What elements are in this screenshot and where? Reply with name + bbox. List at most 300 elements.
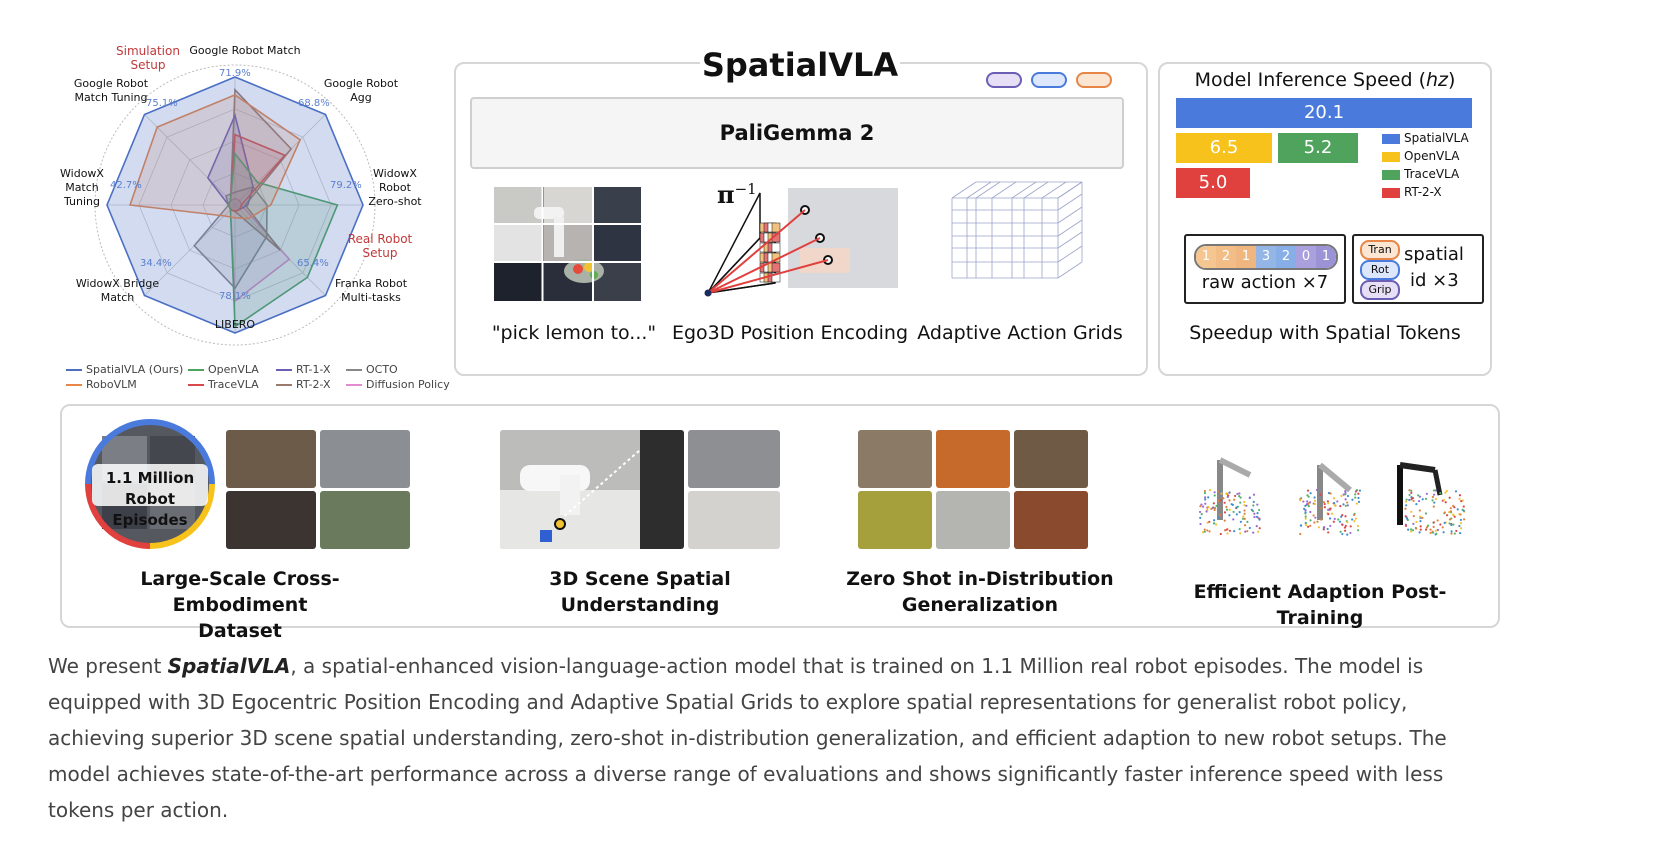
point-cloud-dot xyxy=(1433,501,1435,503)
point-cloud-dot xyxy=(1351,499,1353,501)
point-cloud-dot xyxy=(1314,517,1316,519)
point-cloud-dot xyxy=(1435,533,1437,535)
point-cloud-dot xyxy=(1357,493,1359,495)
point-cloud-dot xyxy=(1327,500,1329,502)
point-cloud-dot xyxy=(1448,522,1450,524)
point-cloud-dot xyxy=(1316,489,1318,491)
zeroshot-photo xyxy=(858,491,932,549)
point-cloud-dot xyxy=(1231,503,1233,505)
point-cloud-dot xyxy=(1204,528,1206,530)
point-cloud-dot xyxy=(1224,511,1226,513)
point-cloud-dot xyxy=(1251,509,1253,511)
point-cloud-dot xyxy=(1239,532,1241,534)
point-cloud-dot xyxy=(1429,529,1431,531)
point-cloud-dot xyxy=(1432,532,1434,534)
ego-grid-cell xyxy=(772,263,780,272)
point-cloud-dot xyxy=(1242,515,1244,517)
point-cloud-dot xyxy=(1205,510,1207,512)
point-cloud-dot xyxy=(1439,492,1441,494)
point-cloud-dot xyxy=(1410,530,1412,532)
grid-line xyxy=(1058,220,1082,236)
point-cloud-dot xyxy=(1309,519,1311,521)
point-cloud-dot xyxy=(1420,529,1422,531)
grid-line xyxy=(1058,207,1082,223)
point-cloud-dot xyxy=(1444,522,1446,524)
grid-line xyxy=(952,182,976,198)
point-cloud-dot xyxy=(1229,509,1231,511)
point-cloud-dot xyxy=(1327,502,1329,504)
spatial-token-tran: Tran xyxy=(1360,240,1400,260)
speed-bar-rt2x: 5.0 xyxy=(1176,168,1250,198)
point-cloud-dot xyxy=(1319,494,1321,496)
point-cloud-dot xyxy=(1430,532,1432,534)
point-cloud-dot xyxy=(1253,494,1255,496)
point-cloud-dot xyxy=(1419,516,1421,518)
point-cloud-dot xyxy=(1320,519,1322,521)
point-cloud-dot xyxy=(1305,515,1307,517)
point-cloud-dot xyxy=(1449,518,1451,520)
grid-line xyxy=(1024,182,1048,198)
point-cloud-dot xyxy=(1355,518,1357,520)
point-cloud-dot xyxy=(1426,493,1428,495)
point-cloud-dot xyxy=(1309,525,1311,527)
radar-axis-label-0: Google Robot Match xyxy=(189,44,301,57)
speed-bar-openvla: 6.5 xyxy=(1176,133,1272,163)
point-cloud-dot xyxy=(1217,500,1219,502)
point-cloud-dot xyxy=(1408,499,1410,501)
point-cloud-dot xyxy=(1412,523,1414,525)
radar-value-4: 78.1% xyxy=(219,291,251,302)
speedup-caption: Speedup with Spatial Tokens xyxy=(1189,322,1461,344)
point-cloud-dot xyxy=(1457,508,1459,510)
point-cloud-dot xyxy=(1344,515,1346,517)
legend-rt2x: RT-2-X xyxy=(276,378,330,391)
point-cloud-dot xyxy=(1415,521,1417,523)
point-cloud-dot xyxy=(1334,504,1336,506)
point-cloud-dot xyxy=(1204,498,1206,500)
point-cloud-dot xyxy=(1347,504,1349,506)
point-cloud-dot xyxy=(1244,524,1246,526)
legend-openvla: OpenVLA xyxy=(188,363,259,376)
point-cloud-dot xyxy=(1240,496,1242,498)
point-cloud-dot xyxy=(1463,505,1465,507)
point-cloud-dot xyxy=(1212,506,1214,508)
point-cloud-dot xyxy=(1252,532,1254,534)
point-cloud-dot xyxy=(1217,517,1219,519)
point-cloud-dot xyxy=(1412,500,1414,502)
point-cloud-dot xyxy=(1199,517,1201,519)
point-cloud-dot xyxy=(1353,520,1355,522)
point-cloud-dot xyxy=(1431,499,1433,501)
point-cloud-dot xyxy=(1415,527,1417,529)
point-cloud-dot xyxy=(1452,513,1454,515)
point-cloud-dot xyxy=(1329,517,1331,519)
point-cloud-dot xyxy=(1419,496,1421,498)
point-cloud-dot xyxy=(1253,501,1255,503)
point-cloud-dot xyxy=(1450,524,1452,526)
point-cloud-dot xyxy=(1419,520,1421,522)
point-cloud-dot xyxy=(1415,503,1417,505)
point-cloud-dot xyxy=(1340,495,1342,497)
point-cloud-dot xyxy=(1350,525,1352,527)
point-cloud-dot xyxy=(1442,526,1444,528)
instruction-image-grid xyxy=(494,187,641,301)
point-cloud-dot xyxy=(1405,525,1407,527)
point-cloud-dot xyxy=(1206,529,1208,531)
radar-axis-label-7: Google Robot Match Tuning xyxy=(73,77,149,104)
point-cloud-dot xyxy=(1323,526,1325,528)
architecture-title: SpatialVLA xyxy=(700,43,900,87)
point-cloud-dot xyxy=(1307,526,1309,528)
point-cloud-dot xyxy=(1344,490,1346,492)
point-cloud-dot xyxy=(1437,529,1439,531)
radar-value-5: 34.4% xyxy=(140,258,172,269)
legend-tracevla: TraceVLA xyxy=(188,378,259,391)
point-cloud-dot xyxy=(1406,518,1408,520)
point-cloud-dot xyxy=(1239,502,1241,504)
point-cloud-dot xyxy=(1204,496,1206,498)
point-cloud-dot xyxy=(1357,525,1359,527)
point-cloud-dot xyxy=(1450,530,1452,532)
point-cloud-dot xyxy=(1405,501,1407,503)
point-cloud-dot xyxy=(1207,522,1209,524)
point-cloud-dot xyxy=(1425,512,1427,514)
point-cloud-dot xyxy=(1404,508,1406,510)
grid-line xyxy=(992,182,1016,198)
point-cloud-dot xyxy=(1222,497,1224,499)
point-cloud-dot xyxy=(1459,494,1461,496)
point-cloud-dot xyxy=(1349,532,1351,534)
point-cloud-dot xyxy=(1214,491,1216,493)
speed-bar-spatialvla: 20.1 xyxy=(1176,98,1472,128)
spatial-label-1: spatial xyxy=(1404,244,1464,265)
point-cloud-dot xyxy=(1432,496,1434,498)
point-cloud-dot xyxy=(1418,500,1420,502)
point-cloud-dot xyxy=(1310,492,1312,494)
radar-value-7: 75.1% xyxy=(146,98,178,109)
point-cloud-dot xyxy=(1229,530,1231,532)
caption-zero-shot: Zero Shot in-Distribution Generalization xyxy=(846,568,1114,616)
point-cloud-dot xyxy=(1213,519,1215,521)
dataset-photo xyxy=(226,430,316,488)
point-cloud-dot xyxy=(1439,523,1441,525)
point-cloud-dot xyxy=(1455,530,1457,532)
point-cloud-dot xyxy=(1199,523,1201,525)
point-cloud-dot xyxy=(1410,490,1412,492)
point-cloud-dot xyxy=(1228,492,1230,494)
grid-line xyxy=(1058,262,1082,278)
point-cloud-dot xyxy=(1345,525,1347,527)
point-cloud-dot xyxy=(1314,500,1316,502)
speed-legend-tracevla: TraceVLA xyxy=(1382,167,1459,181)
radar-value-6: 42.7% xyxy=(110,180,142,191)
point-cloud-dot xyxy=(1433,489,1435,491)
point-cloud-dot xyxy=(1209,489,1211,491)
point-cloud-dot xyxy=(1450,532,1452,534)
point-cloud-dot xyxy=(1327,509,1329,511)
spatial-token-grip: Grip xyxy=(1360,280,1400,300)
point-cloud-dot xyxy=(1460,522,1462,524)
ego-grid-cell xyxy=(772,243,780,252)
raw-token: 0 xyxy=(1296,246,1316,268)
point-cloud-dot xyxy=(1455,490,1457,492)
legend-octo: OCTO xyxy=(346,363,398,376)
point-cloud-dot xyxy=(1445,501,1447,503)
point-cloud-dot xyxy=(1327,528,1329,530)
point-cloud-dot xyxy=(1433,506,1435,508)
point-cloud-dot xyxy=(1207,496,1209,498)
point-cloud-dot xyxy=(1204,531,1206,533)
point-cloud-dot xyxy=(1259,527,1261,529)
grid-line xyxy=(1058,194,1082,210)
point-cloud-dot xyxy=(1327,513,1329,515)
dataset-badge-label: 1.1 Million Robot Episodes xyxy=(105,469,195,529)
point-cloud-dot xyxy=(1405,504,1407,506)
point-cloud-dot xyxy=(1236,513,1238,515)
zeroshot-photo xyxy=(858,430,932,488)
adaptive-grid-diagram xyxy=(942,178,1092,298)
point-cloud-dot xyxy=(1328,492,1330,494)
point-cloud-dot xyxy=(1460,500,1462,502)
legend-spatialvla: SpatialVLA (Ours) xyxy=(66,363,183,376)
adaptive-grid-caption: Adaptive Action Grids xyxy=(917,322,1123,344)
point-cloud-dot xyxy=(1228,514,1230,516)
point-cloud-dot xyxy=(1220,499,1222,501)
point-cloud-dot xyxy=(1309,511,1311,513)
point-cloud-dot xyxy=(1242,518,1244,520)
point-cloud-dot xyxy=(1353,514,1355,516)
point-cloud-dot xyxy=(1425,529,1427,531)
point-cloud-dot xyxy=(1220,533,1222,535)
point-cloud-dot xyxy=(1225,506,1227,508)
point-cloud-dot xyxy=(1422,498,1424,500)
scene-photo xyxy=(688,430,780,488)
point-cloud-dot xyxy=(1239,528,1241,530)
radar-axis-label-6: WidowX Match Tuning xyxy=(60,167,104,208)
raw-token: 3 xyxy=(1256,246,1276,268)
grid-line xyxy=(1042,182,1066,198)
raw-token: 1 xyxy=(1236,246,1256,268)
radar-axis-label-1: Google Robot Agg xyxy=(323,77,399,104)
point-cloud-dot xyxy=(1240,521,1242,523)
point-cloud-dot xyxy=(1412,529,1414,531)
point-cloud-dot xyxy=(1307,489,1309,491)
point-cloud-dot xyxy=(1458,525,1460,527)
scene-photo-main xyxy=(500,430,684,549)
zeroshot-photo xyxy=(1014,430,1088,488)
point-cloud-dot xyxy=(1331,513,1333,515)
point-cloud-dot xyxy=(1421,517,1423,519)
raw-action-tokens xyxy=(1194,244,1338,270)
radar-value-1: 68.8% xyxy=(298,98,330,109)
point-cloud-dot xyxy=(1341,533,1343,535)
point-cloud-dot xyxy=(1425,498,1427,500)
point-cloud-dot xyxy=(1444,492,1446,494)
point-cloud-dot xyxy=(1433,521,1435,523)
ego-grid-cell xyxy=(772,223,780,232)
point-cloud-dot xyxy=(1243,509,1245,511)
legend-robovlm: RoboVLM xyxy=(66,378,137,391)
point-cloud-dot xyxy=(1333,502,1335,504)
point-cloud-dot xyxy=(1253,513,1255,515)
point-cloud-dot xyxy=(1357,529,1359,531)
dataset-photo xyxy=(320,430,410,488)
point-cloud-dot xyxy=(1340,516,1342,518)
raw-token: 2 xyxy=(1276,246,1296,268)
point-cloud-dot xyxy=(1207,506,1209,508)
point-cloud-dot xyxy=(1225,492,1227,494)
point-cloud-dot xyxy=(1446,514,1448,516)
point-cloud-dot xyxy=(1256,512,1258,514)
point-cloud-dot xyxy=(1433,494,1435,496)
point-cloud-dot xyxy=(1227,496,1229,498)
point-cloud-dot xyxy=(1354,493,1356,495)
point-cloud-dot xyxy=(1249,497,1251,499)
spatial-token-rot: Rot xyxy=(1360,260,1400,280)
point-cloud-dot xyxy=(1313,514,1315,516)
point-cloud-dot xyxy=(1215,505,1217,507)
point-cloud-dot xyxy=(1459,532,1461,534)
point-cloud-dot xyxy=(1341,524,1343,526)
point-cloud-dot xyxy=(1219,514,1221,516)
point-cloud-dot xyxy=(1337,518,1339,520)
radar-axis-label-2: WidowX Robot Zero-shot xyxy=(368,167,422,208)
point-cloud-dot xyxy=(1320,507,1322,509)
point-cloud-dot xyxy=(1340,531,1342,533)
point-cloud-dot xyxy=(1329,525,1331,527)
point-cloud-dot xyxy=(1345,498,1347,500)
point-cloud-dot xyxy=(1355,490,1357,492)
point-cloud-dot xyxy=(1356,503,1358,505)
point-cloud-dot xyxy=(1252,504,1254,506)
point-cloud-dot xyxy=(1327,531,1329,533)
point-cloud-dot xyxy=(1333,521,1335,523)
point-cloud-dot xyxy=(1346,521,1348,523)
point-cloud-dot xyxy=(1238,492,1240,494)
point-cloud-dot xyxy=(1344,493,1346,495)
point-cloud-dot xyxy=(1199,511,1201,513)
point-cloud-dot xyxy=(1345,505,1347,507)
zeroshot-photo xyxy=(936,491,1010,549)
point-cloud-dot xyxy=(1246,530,1248,532)
point-cloud-dot xyxy=(1249,527,1251,529)
point-cloud-dot xyxy=(1233,511,1235,513)
point-cloud-dot xyxy=(1324,503,1326,505)
radar-axis-label-5: WidowX Bridge Match xyxy=(75,277,160,304)
point-cloud-dot xyxy=(1463,510,1465,512)
point-cloud-dot xyxy=(1257,531,1259,533)
point-cloud-dot xyxy=(1408,494,1410,496)
point-cloud-dot xyxy=(1214,494,1216,496)
point-cloud-dot xyxy=(1243,501,1245,503)
spatial-label-2: id ×3 xyxy=(1410,270,1459,291)
point-cloud-dot xyxy=(1354,496,1356,498)
point-cloud-dot xyxy=(1452,523,1454,525)
point-cloud-dot xyxy=(1443,499,1445,501)
point-cloud-dot xyxy=(1435,498,1437,500)
point-cloud-dot xyxy=(1256,525,1258,527)
speed-legend-openvla: OpenVLA xyxy=(1382,149,1459,163)
point-cloud-dot xyxy=(1420,525,1422,527)
description-paragraph: We present SpatialVLA, a spatial-enhanced vision-language-action model that is trained on 1.1 Million real robot episodes. The model is equipped with 3D Egocentric Position Encoding and Adaptive Spatial Grids to explore spatial representations for generalist robot policy, achieving superior 3D scene spatial understanding, zero-shot in-distribution generalization, and efficient adaption to new robot setups. The model achieves state-of-the-art performance across a diverse range of evaluations and shows significantly faster inference speed with less tokens per action. xyxy=(48,654,1447,822)
point-cloud-dot xyxy=(1243,504,1245,506)
point-cloud-dot xyxy=(1253,516,1255,518)
point-cloud-dot xyxy=(1300,525,1302,527)
point-cloud-dot xyxy=(1336,500,1338,502)
point-cloud-dot xyxy=(1405,515,1407,517)
raw-token: 1 xyxy=(1316,246,1336,268)
raw-action-box xyxy=(1184,234,1346,304)
point-cloud-dot xyxy=(1318,526,1320,528)
point-cloud-dot xyxy=(1224,520,1226,522)
sim-setup-label: Simulation Setup xyxy=(116,44,180,72)
paligemma-block: PaliGemma 2 xyxy=(470,97,1124,169)
grid-line xyxy=(1058,246,1082,262)
speed-legend-spatialvla: SpatialVLA xyxy=(1382,131,1469,145)
point-cloud-dot xyxy=(1307,502,1309,504)
point-cloud-dot xyxy=(1214,509,1216,511)
point-cloud-dot xyxy=(1208,530,1210,532)
zeroshot-photo xyxy=(936,430,1010,488)
point-cloud-dot xyxy=(1463,518,1465,520)
point-cloud-dot xyxy=(1303,508,1305,510)
point-cloud-dot xyxy=(1443,531,1445,533)
point-cloud-dot xyxy=(1334,518,1336,520)
point-cloud-dot xyxy=(1329,508,1331,510)
point-cloud-dot xyxy=(1299,533,1301,535)
point-cloud-dot xyxy=(1346,501,1348,503)
point-cloud-dot xyxy=(1358,501,1360,503)
point-cloud-dot xyxy=(1202,506,1204,508)
point-cloud-dot xyxy=(1233,499,1235,501)
point-cloud-dot xyxy=(1245,505,1247,507)
point-cloud-dot xyxy=(1236,493,1238,495)
grid-line xyxy=(1058,232,1082,248)
dataset-photo xyxy=(320,491,410,549)
point-cloud-dot xyxy=(1243,513,1245,515)
instruction-caption: "pick lemon to..." xyxy=(491,322,657,344)
point-cloud-dot xyxy=(1313,521,1315,523)
point-cloud-dot xyxy=(1237,506,1239,508)
point-cloud-dot xyxy=(1459,513,1461,515)
point-cloud-dot xyxy=(1437,519,1439,521)
point-cloud-dot xyxy=(1213,502,1215,504)
point-cloud-dot xyxy=(1246,521,1248,523)
pi-inverse-symbol: $\pi^{-1}$ xyxy=(717,180,757,209)
point-cloud-dot xyxy=(1450,507,1452,509)
real-setup-label: Real Robot Setup xyxy=(347,232,413,260)
point-cloud-dot xyxy=(1460,527,1462,529)
point-cloud-dot xyxy=(1313,496,1315,498)
point-cloud-dot xyxy=(1450,510,1452,512)
caption-adaption: Efficient Adaption Post-Training xyxy=(1193,581,1447,629)
point-cloud-dot xyxy=(1302,500,1304,502)
dataset-photo xyxy=(226,491,316,549)
point-cloud-dot xyxy=(1410,528,1412,530)
token-chips xyxy=(986,72,1112,92)
point-cloud-dot xyxy=(1410,511,1412,513)
point-cloud-dot xyxy=(1234,495,1236,497)
point-cloud-dot xyxy=(1199,505,1201,507)
caption-3d-scene: 3D Scene Spatial Understanding xyxy=(549,568,731,616)
raw-token: 2 xyxy=(1216,246,1236,268)
point-cloud-dot xyxy=(1413,515,1415,517)
point-cloud-dot xyxy=(1344,530,1346,532)
point-cloud-dot xyxy=(1305,524,1307,526)
point-cloud-dot xyxy=(1224,502,1226,504)
point-cloud-dot xyxy=(1308,505,1310,507)
point-cloud-dot xyxy=(1306,494,1308,496)
